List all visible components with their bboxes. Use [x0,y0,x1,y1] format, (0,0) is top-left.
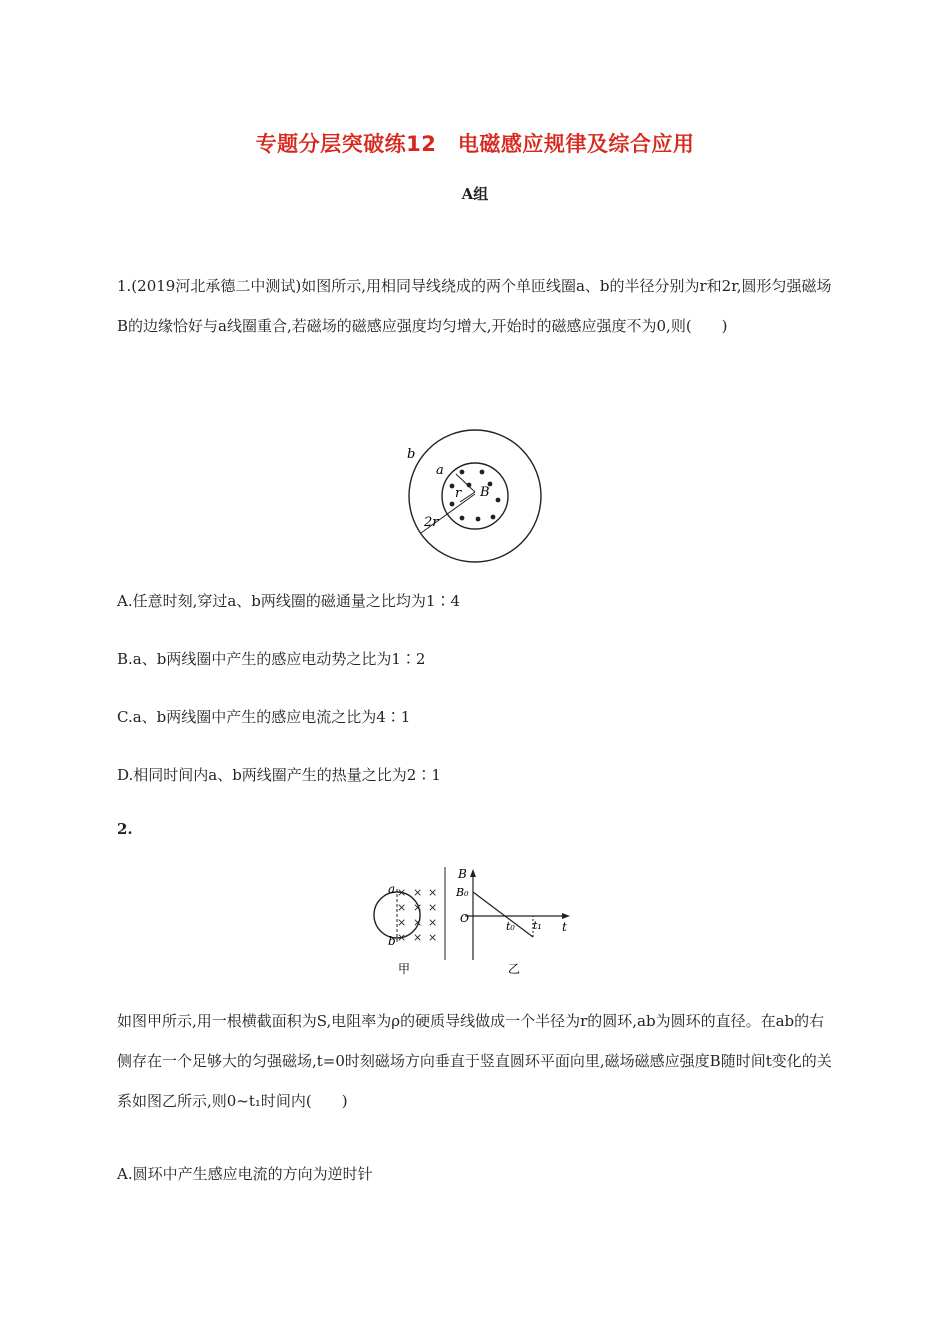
q1-option-d: D.相同时间内a、b两线圈产生的热量之比为2∶1 [117,766,441,784]
label-B: B [480,485,490,500]
label-r: r [455,486,462,501]
q1-option-a: A.任意时刻,穿过a、b两线圈的磁通量之比均为1∶4 [117,592,461,610]
label-a: a [436,463,444,478]
label-a: a [388,882,396,896]
label-t0: t₀ [506,920,515,933]
figure-jia [374,882,437,976]
coil-a [442,463,508,529]
label-O: O [460,912,470,925]
axis-t-label: t [562,920,567,934]
caption-jia: 甲 [398,962,411,976]
group-label: A组 [461,185,489,203]
axis-B-label: B [458,867,467,881]
label-b: b [388,934,396,948]
svg-text:×: × [413,901,423,914]
svg-text:×: × [428,931,438,944]
label-B0: B₀ [456,886,469,899]
svg-text:×: × [397,931,407,944]
label-2r: 2r [424,515,439,530]
question-2-stem: 如图甲所示,用一根横截面积为S,电阻率为ρ的硬质导线做成一个半径为r的圆环,ab为圆环的直径。在ab的右侧存在一个足够大的匀强磁场,t=0时刻磁场方向垂直于竖直圆环平面向里,磁场磁感应强度B随时间t变化的关系如图乙所示,则0~t₁时间内( ) [117,1012,832,1110]
svg-text:×: × [397,886,407,899]
q1-option-c: C.a、b两线圈中产生的感应电流之比为4∶1 [117,708,411,726]
question-1-stem: 1.(2019河北承德二中测试)如图所示,用相同导线绕成的两个单匝线圈a、b的半径分别为r和2r,圆形匀强磁场B的边缘恰好与a线圈重合,若磁场的磁感应强度均匀增大,开始时的磁感应强度不为0,则( ) [117,277,832,335]
svg-text:×: × [428,916,438,929]
field-crosses [397,886,437,944]
svg-text:×: × [428,901,438,914]
question-1-figure [400,422,550,572]
svg-text:×: × [413,916,423,929]
b-t-curve [473,892,533,937]
label-b: b [407,447,416,462]
coil-b [409,430,541,562]
question-2-number: 2. [117,820,133,838]
svg-text:×: × [397,901,407,914]
q1-option-b: B.a、b两线圈中产生的感应电动势之比为1∶2 [117,650,426,668]
q2-option-a: A.圆环中产生感应电流的方向为逆时针 [117,1165,373,1183]
svg-text:×: × [397,916,407,929]
question-2-figure [365,865,585,980]
svg-text:×: × [428,886,438,899]
svg-text:×: × [413,931,423,944]
page-title: 专题分层突破练12 电磁感应规律及综合应用 [255,132,695,156]
label-t1: t₁ [533,919,542,932]
caption-yi: 乙 [508,962,521,976]
figure-yi [455,867,570,976]
svg-text:×: × [413,886,423,899]
